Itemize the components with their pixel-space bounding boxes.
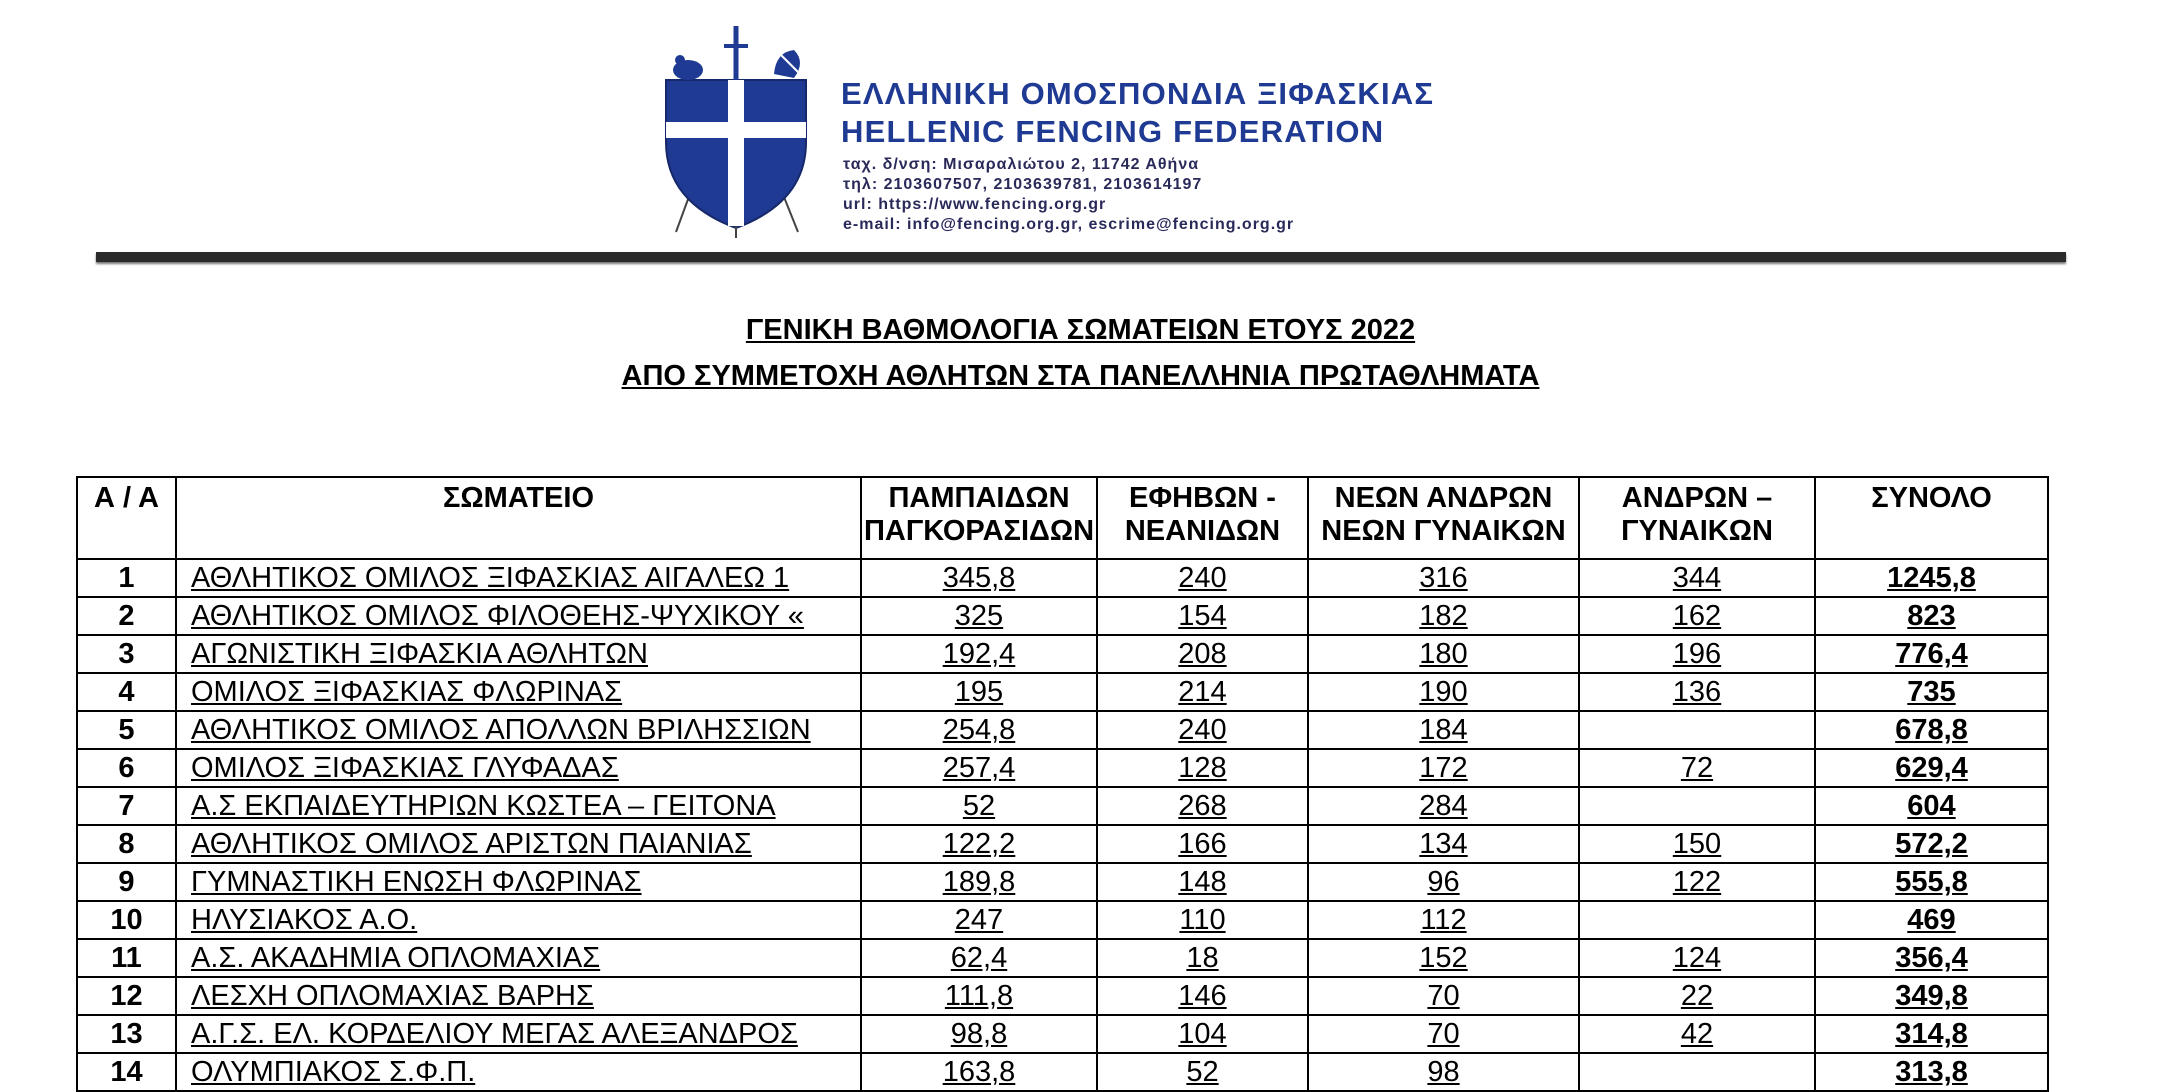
header-neon-line2: ΝΕΩΝ ΓΥΝΑΙΚΩΝ: [1321, 515, 1566, 547]
total-score-cell: 735: [1815, 673, 2048, 711]
table-row: [77, 559, 2048, 597]
table-row: [77, 1015, 2048, 1053]
neon-score-cell: 70: [1308, 977, 1579, 1015]
andron-score-cell: 162: [1579, 597, 1815, 635]
pampaidon-score-cell: 247: [861, 901, 1097, 939]
fencing-shield-crest-icon: [658, 22, 814, 242]
header-pampaidon-line1: ΠΑΜΠΑΙΔΩΝ: [888, 482, 1070, 514]
club-name-cell: ΑΘΛΗΤΙΚΟΣ ΟΜΙΛΟΣ ΦΙΛΟΘΕΗΣ-ΨΥΧΙΚΟΥ «: [176, 597, 861, 635]
total-score-cell: 678,8: [1815, 711, 2048, 749]
table-row: [77, 711, 2048, 749]
total-score-cell: 604: [1815, 787, 2048, 825]
andron-score-cell: 344: [1579, 559, 1815, 597]
table-header-row: [77, 477, 2048, 559]
header-efivon-line1: ΕΦΗΒΩΝ -: [1129, 482, 1276, 514]
rank-cell: 3: [77, 635, 176, 673]
rank-cell: 7: [77, 787, 176, 825]
andron-score-cell: [1579, 901, 1815, 939]
header-efivon-line2: ΝΕΑΝΙΔΩΝ: [1124, 515, 1281, 547]
table-row: [77, 635, 2048, 673]
neon-score-cell: 112: [1308, 901, 1579, 939]
letterhead-divider: [96, 252, 2066, 262]
rank-cell: 8: [77, 825, 176, 863]
header-club: ΣΩΜΑΤΕΙΟ: [176, 477, 861, 559]
total-score-cell: 555,8: [1815, 863, 2048, 901]
header-andron: [1579, 477, 1815, 559]
letterhead: [0, 0, 2161, 262]
rank-cell: 2: [77, 597, 176, 635]
total-score-cell: 823: [1815, 597, 2048, 635]
document-title: ΓΕΝΙΚΗ ΒΑΘΜΟΛΟΓΙΑ ΣΩΜΑΤΕΙΩΝ ΕΤΟΥΣ 2022: [745, 314, 1416, 346]
header-total: ΣΥΝΟΛΟ: [1815, 477, 2048, 559]
pampaidon-score-cell: 254,8: [861, 711, 1097, 749]
pampaidon-score-cell: 52: [861, 787, 1097, 825]
club-ranking-table: [76, 476, 2049, 1092]
pampaidon-score-cell: 111,8: [861, 977, 1097, 1015]
efivon-score-cell: 18: [1097, 939, 1308, 977]
federation-phone: τηλ: 2103607507, 2103639781, 2103614197: [843, 176, 1203, 193]
total-score-cell: 629,4: [1815, 749, 2048, 787]
federation-name-english: HELLENIC FENCING FEDERATION: [841, 114, 1385, 149]
table-row: [77, 673, 2048, 711]
efivon-score-cell: 128: [1097, 749, 1308, 787]
table-row: [77, 787, 2048, 825]
neon-score-cell: 180: [1308, 635, 1579, 673]
federation-name-greek: ΕΛΛΗΝΙΚΗ ΟΜΟΣΠΟΝΔΙΑ ΞΙΦΑΣΚΙΑΣ: [841, 76, 1435, 111]
neon-score-cell: 172: [1308, 749, 1579, 787]
andron-score-cell: 196: [1579, 635, 1815, 673]
club-name-cell: Α.Σ. ΑΚΑΔΗΜΙΑ ΟΠΛΟΜΑΧΙΑΣ: [176, 939, 861, 977]
total-score-cell: 469: [1815, 901, 2048, 939]
pampaidon-score-cell: 325: [861, 597, 1097, 635]
rank-cell: 13: [77, 1015, 176, 1053]
club-name-cell: ΑΓΩΝΙΣΤΙΚΗ ΞΙΦΑΣΚΙΑ ΑΘΛΗΤΩΝ: [176, 635, 861, 673]
efivon-score-cell: 240: [1097, 559, 1308, 597]
club-name-cell: ΑΘΛΗΤΙΚΟΣ ΟΜΙΛΟΣ ΑΡΙΣΤΩΝ ΠΑΙΑΝΙΑΣ: [176, 825, 861, 863]
rank-cell: 12: [77, 977, 176, 1015]
header-andron-line2: ΓΥΝΑΙΚΩΝ: [1621, 515, 1773, 547]
andron-score-cell: 122: [1579, 863, 1815, 901]
pampaidon-score-cell: 122,2: [861, 825, 1097, 863]
pampaidon-score-cell: 163,8: [861, 1053, 1097, 1091]
club-name-cell: ΓΥΜΝΑΣΤΙΚΗ ΕΝΩΣΗ ΦΛΩΡΙΝΑΣ: [176, 863, 861, 901]
federation-email[interactable]: e-mail: info@fencing.org.gr, escrime@fencing.org.gr: [843, 216, 1295, 233]
header-aa: Α / Α: [77, 477, 176, 559]
club-name-cell: Α.Σ ΕΚΠΑΙΔΕΥΤΗΡΙΩΝ ΚΩΣΤΕΑ – ΓΕΙΤΟΝΑ: [176, 787, 861, 825]
andron-score-cell: 150: [1579, 825, 1815, 863]
header-pampaidon-line2: ΠΑΓΚΟΡΑΣΙΔΩΝ: [863, 515, 1095, 547]
rank-cell: 11: [77, 939, 176, 977]
neon-score-cell: 182: [1308, 597, 1579, 635]
efivon-score-cell: 110: [1097, 901, 1308, 939]
pampaidon-score-cell: 257,4: [861, 749, 1097, 787]
header-efivon: [1097, 477, 1308, 559]
neon-score-cell: 316: [1308, 559, 1579, 597]
club-name-cell: ΑΘΛΗΤΙΚΟΣ ΟΜΙΛΟΣ ΞΙΦΑΣΚΙΑΣ ΑΙΓΑΛΕΩ 1: [176, 559, 861, 597]
efivon-score-cell: 154: [1097, 597, 1308, 635]
rank-cell: 14: [77, 1053, 176, 1091]
efivon-score-cell: 268: [1097, 787, 1308, 825]
andron-score-cell: 124: [1579, 939, 1815, 977]
club-name-cell: ΟΜΙΛΟΣ ΞΙΦΑΣΚΙΑΣ ΓΛΥΦΑΔΑΣ: [176, 749, 861, 787]
pampaidon-score-cell: 98,8: [861, 1015, 1097, 1053]
pampaidon-score-cell: 189,8: [861, 863, 1097, 901]
total-score-cell: 314,8: [1815, 1015, 2048, 1053]
efivon-score-cell: 166: [1097, 825, 1308, 863]
neon-score-cell: 184: [1308, 711, 1579, 749]
andron-score-cell: 72: [1579, 749, 1815, 787]
document-subtitle: ΑΠΟ ΣΥΜΜΕΤΟΧΗ ΑΘΛΗΤΩΝ ΣΤΑ ΠΑΝΕΛΛΗΝΙΑ ΠΡΩΤΑΘΛΗΜΑΤΑ: [621, 360, 1540, 392]
andron-score-cell: 42: [1579, 1015, 1815, 1053]
andron-score-cell: 136: [1579, 673, 1815, 711]
total-score-cell: 572,2: [1815, 825, 2048, 863]
table-row: [77, 749, 2048, 787]
club-name-cell: ΗΛΥΣΙΑΚΟΣ Α.Ο.: [176, 901, 861, 939]
andron-score-cell: [1579, 1053, 1815, 1091]
club-name-cell: Α.Γ.Σ. ΕΛ. ΚΟΡΔΕΛΙΟΥ ΜΕΓΑΣ ΑΛΕΞΑΝΔΡΟΣ: [176, 1015, 861, 1053]
efivon-score-cell: 104: [1097, 1015, 1308, 1053]
federation-address: ταχ. δ/νση: Μισαραλιώτου 2, 11742 Αθήνα: [843, 156, 1200, 173]
neon-score-cell: 98: [1308, 1053, 1579, 1091]
club-name-cell: ΑΘΛΗΤΙΚΟΣ ΟΜΙΛΟΣ ΑΠΟΛΛΩΝ ΒΡΙΛΗΣΣΙΩΝ: [176, 711, 861, 749]
federation-url[interactable]: url: https://www.fencing.org.gr: [843, 196, 1107, 213]
table-row: [77, 597, 2048, 635]
club-name-cell: ΛΕΣΧΗ ΟΠΛΟΜΑΧΙΑΣ ΒΑΡΗΣ: [176, 977, 861, 1015]
table-row: [77, 901, 2048, 939]
club-name-cell: ΟΜΙΛΟΣ ΞΙΦΑΣΚΙΑΣ ΦΛΩΡΙΝΑΣ: [176, 673, 861, 711]
efivon-score-cell: 214: [1097, 673, 1308, 711]
table-row: [77, 939, 2048, 977]
rank-cell: 6: [77, 749, 176, 787]
neon-score-cell: 190: [1308, 673, 1579, 711]
efivon-score-cell: 146: [1097, 977, 1308, 1015]
total-score-cell: 313,8: [1815, 1053, 2048, 1091]
andron-score-cell: 22: [1579, 977, 1815, 1015]
andron-score-cell: [1579, 787, 1815, 825]
neon-score-cell: 152: [1308, 939, 1579, 977]
efivon-score-cell: 240: [1097, 711, 1308, 749]
rank-cell: 4: [77, 673, 176, 711]
header-neon: [1308, 477, 1579, 559]
efivon-score-cell: 52: [1097, 1053, 1308, 1091]
table-row: [77, 825, 2048, 863]
header-pampaidon: [861, 477, 1097, 559]
efivon-score-cell: 208: [1097, 635, 1308, 673]
rank-cell: 10: [77, 901, 176, 939]
neon-score-cell: 70: [1308, 1015, 1579, 1053]
header-neon-line1: ΝΕΩΝ ΑΝΔΡΩΝ: [1334, 482, 1553, 514]
pampaidon-score-cell: 345,8: [861, 559, 1097, 597]
table-row: [77, 977, 2048, 1015]
total-score-cell: 776,4: [1815, 635, 2048, 673]
table-row: [77, 863, 2048, 901]
pampaidon-score-cell: 195: [861, 673, 1097, 711]
total-score-cell: 356,4: [1815, 939, 2048, 977]
club-name-cell: ΟΛΥΜΠΙΑΚΟΣ Σ.Φ.Π.: [176, 1053, 861, 1091]
total-score-cell: 349,8: [1815, 977, 2048, 1015]
header-andron-line1: ΑΝΔΡΩΝ –: [1621, 482, 1773, 514]
total-score-cell: 1245,8: [1815, 559, 2048, 597]
neon-score-cell: 284: [1308, 787, 1579, 825]
neon-score-cell: 134: [1308, 825, 1579, 863]
rank-cell: 5: [77, 711, 176, 749]
rank-cell: 1: [77, 559, 176, 597]
andron-score-cell: [1579, 711, 1815, 749]
pampaidon-score-cell: 62,4: [861, 939, 1097, 977]
table-row: [77, 1053, 2048, 1091]
pampaidon-score-cell: 192,4: [861, 635, 1097, 673]
efivon-score-cell: 148: [1097, 863, 1308, 901]
rank-cell: 9: [77, 863, 176, 901]
neon-score-cell: 96: [1308, 863, 1579, 901]
